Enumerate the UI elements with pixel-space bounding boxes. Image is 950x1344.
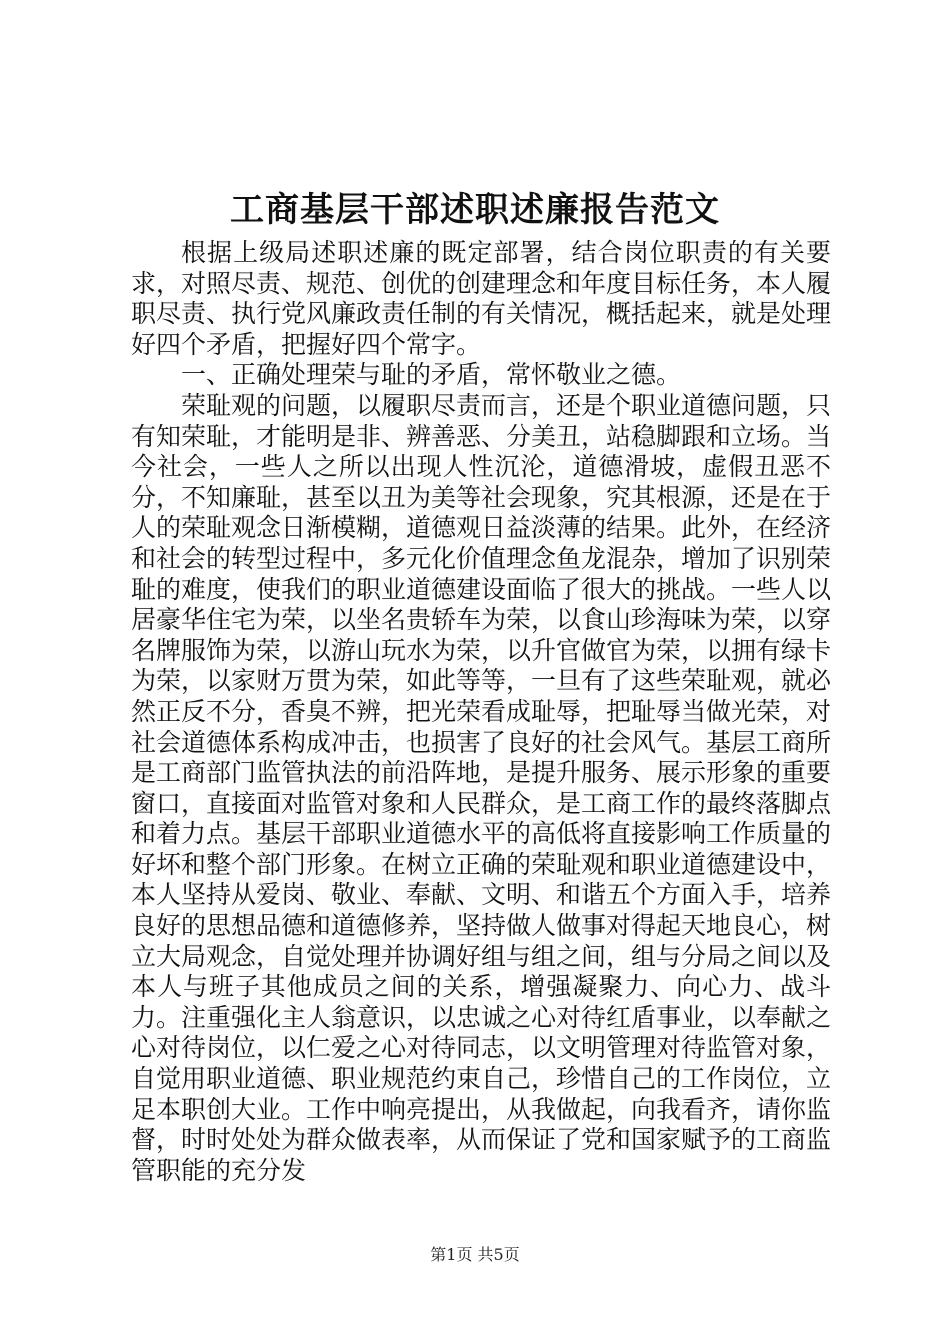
document-body (131, 238, 831, 1186)
page-number-footer: 第1页 共5页 (430, 1245, 520, 1264)
paragraph-section-1: 荣耻观的问题，以履职尽责而言，还是个职业道德问题，只有知荣耻，才能明是非、辨善恶、分美丑，站稳脚跟和立场。当今社会，一些人之所以出现人性沉沦，道德滑坡，虚假丑恶不分，不知廉耻，甚至以丑为美等社会现象，究其根源，还是在于人的荣耻观念日渐模糊，道德观日益淡薄的结果。此外，在经济和社会的转型过程中，多元化价值理念鱼龙混杂，增加了识别荣耻的难度，使我们的职业道德建设面临了很大的挑战。一些人以居豪华住宅为荣，以坐名贵轿车为荣，以食山珍海味为荣，以穿名牌服饰为荣，以游山玩水为荣，以升官做官为荣，以拥有绿卡为荣，以家财万贯为荣，如此等等，一旦有了这些荣耻观，就必然正反不分，香臭不辨，把光荣看成耻辱，把耻辱当做光荣，对社会道德体系构成冲击，也损害了良好的社会风气。基层工商所是工商部门监管执法的前沿阵地，是提升服务、展示形象的重要窗口，直接面对监管对象和人民群众，是工商工作的最终落脚点和着力点。基层干部职业道德水平的高低将直接影响工作质量的好坏和整个部门形象。在树立正确的荣耻观和职业道德建设中，本人坚持从爱岗、敬业、奉献、文明、和谐五个方面入手，培养良好的思想品德和道德修养，坚持做人做事对得起天地良心，树立大局观念，自觉处理并协调好组与组之间，组与分局之间以及本人与班子其他成员之间的关系，增强凝聚力、向心力、战斗力。注重强化主人翁意识，以忠诚之心对待红盾事业，以奉献之心对待岗位，以仁爱之心对待同志，以文明管理对待监管对象，自觉用职业道德、职业规范约束自己，珍惜自己的工作岗位，立足本职创大业。工作中响亮提出，从我做起，向我看齐，请你监督，时时处处为群众做表率，从而保证了党和国家赋予的工商监管职能的充分发 (131, 390, 832, 1185)
paragraph-intro: 根据上级局述职述廉的既定部署，结合岗位职责的有关要求，对照尽责、规范、创优的创建理念和年度目标任务，本人履职尽责、执行党风廉政责任制的有关情况，概括起来，就是处理好四个矛盾，把握好四个常字。 (131, 238, 832, 359)
document-title: 工商基层干部述职述廉报告范文 (230, 190, 720, 230)
section-heading-1: 一、正确处理荣与耻的矛盾，常怀敬业之德。 (181, 360, 682, 390)
